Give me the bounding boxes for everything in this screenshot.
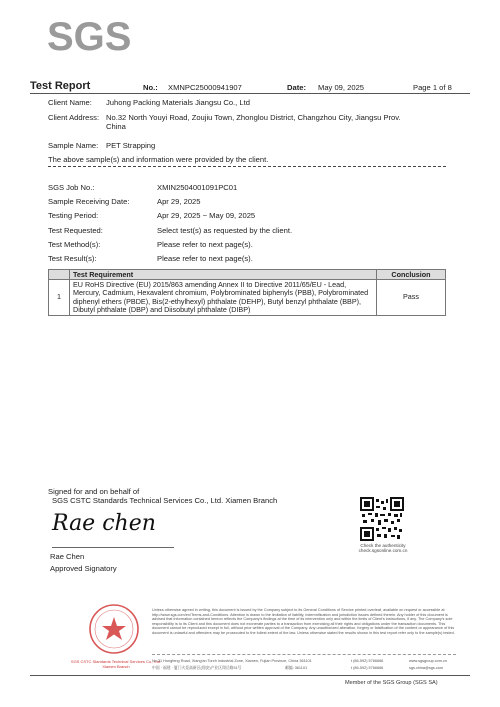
address-english: No.31 Hongfeng Road, Xiang'an Torch Industrial Zone, Xiamen, Fujian Province, China 361101 [152,659,312,663]
qr-code[interactable] [360,497,404,541]
client-name-label: Client Name: [48,98,92,107]
detail-value: Select test(s) as requested by the client. [157,226,293,235]
table-header-conclusion: Conclusion [377,270,446,280]
detail-label: Testing Period: [48,211,99,220]
qr-caption-line1: Check the authenticity [360,543,406,548]
sgs-membership: Member of the SGS Group (SGS SA) [345,680,438,686]
footer-divider [152,654,456,655]
table-row [49,280,446,316]
signature-image: Rae chen [52,511,156,536]
address-chinese: 中国 · 福建 · 厦门火炬高新区(翔安)产业区翔岳路31号 [152,666,242,670]
section-divider [48,166,446,167]
page-number: Page 1 of 8 [413,83,452,92]
signed-behalf-line1: Signed for and on behalf of [48,487,140,496]
sgs-logo [47,15,132,59]
signatory-title: Approved Signatory [50,564,117,573]
stamp-text: SGS CSTC Standards Technical Services Co., Ltd. Xiamen Branch [70,659,162,669]
table-header-row [49,270,446,280]
client-address-line2: China [106,122,126,131]
detail-label: Test Requested: [48,226,103,235]
footer-rule [30,675,470,676]
table-row-requirement: EU RoHS Directive (EU) 2015/863 amending Annex II to Directive 2011/65/EU - Lead, Mercury, Cadmium, Hexavalent chromium, Polybrominated biphenyls (PBB), Polybrominated diphenyl ethers (PBDE), Bis(2-ethylhexyl) phthalate (DEHP), Butyl benzyl phthalate (BBP), Dibutyl phthalate (DBP) and Diisobutyl phthalate (DIBP) [70,280,377,316]
detail-label: Test Method(s): [48,240,101,249]
report-no-label: No.: [143,83,158,92]
postcode: 邮编: 361101 [285,666,308,670]
legal-disclaimer: Unless otherwise agreed in writing, this document is issued by the Company subject to its General Conditions of Service printed overleaf, available on request or accessible at http://www.sgs.com/en/Terms-and-Conditions. Attention is drawn to the limitation of liability, indemnification and jurisdiction issues defined therein. Any holder of this document is advised that information contained hereon reflects the Company's findings at the time of its intervention only and within the limits of Client's instructions, if any. The Company's sole responsibility is to its Client and this document does not exonerate parties to a transaction from exercising all their rights and obligations under the transaction documents. This document cannot be reproduced except in full, without prior written approval of the Company. Any unauthorized alteration, forgery or falsification of the content or appearance of this document is unlawful and offenders may be prosecuted to the fullest extent of the law. Unless otherwise stated the results shown in this test report refer only to the sample(s) tested. [152,608,455,635]
detail-value: Apr 29, 2025 [157,197,201,206]
star-icon [102,617,126,640]
report-date-value: May 09, 2025 [318,83,365,92]
detail-label: SGS Job No.: [48,183,95,192]
detail-label: Sample Receiving Date: [48,197,130,206]
table-row-index: 1 [49,280,70,316]
sample-note: The above sample(s) and information were provided by the client. [48,155,269,164]
test-requirement-table [48,269,446,316]
client-address-line1: No.32 North Youyi Road, Zoujiu Town, Zhonglou District, Changzhou City, Jiangsu Prov. [106,113,401,122]
detail-value: Please refer to next page(s). [157,240,253,249]
website-link[interactable]: www.sgsgroup.com.cn [409,659,447,663]
email-link[interactable]: sgs.china@sgs.com [409,666,444,670]
detail-label: Test Result(s): [48,254,97,263]
detail-value: Please refer to next page(s). [157,254,253,263]
telephone-chinese: t (86-592) 5766666 [351,666,384,670]
signed-behalf-line2: SGS CSTC Standards Technical Services Co., Ltd. Xiamen Branch [52,496,278,505]
sample-name-label: Sample Name: [48,141,99,150]
company-stamp [88,603,140,655]
signature-line [52,547,174,548]
client-address-label: Client Address: [48,113,100,122]
qr-caption-line2: check.sgsonline.com.cn [358,548,408,554]
header-divider [30,93,470,94]
sample-name-value: PET Strapping [106,141,156,150]
table-row-conclusion: Pass [377,280,446,316]
report-no-value: XMNPC25000941907 [168,83,242,92]
sgs-logo-text: SGS [47,15,132,59]
client-name-value: Juhong Packing Materials Jiangsu Co., Ltd [106,98,250,107]
report-date-label: Date: [287,83,306,92]
telephone-english: t (86-592) 5766666 [351,659,384,663]
signatory-name: Rae Chen [50,552,85,561]
report-title: Test Report [30,80,91,92]
qr-caption [349,543,417,554]
table-header-index [49,270,70,280]
detail-value: Apr 29, 2025 ~ May 09, 2025 [157,211,256,220]
table-header-requirement: Test Requirement [70,270,377,280]
detail-value: XMIN2504001091PC01 [157,183,238,192]
